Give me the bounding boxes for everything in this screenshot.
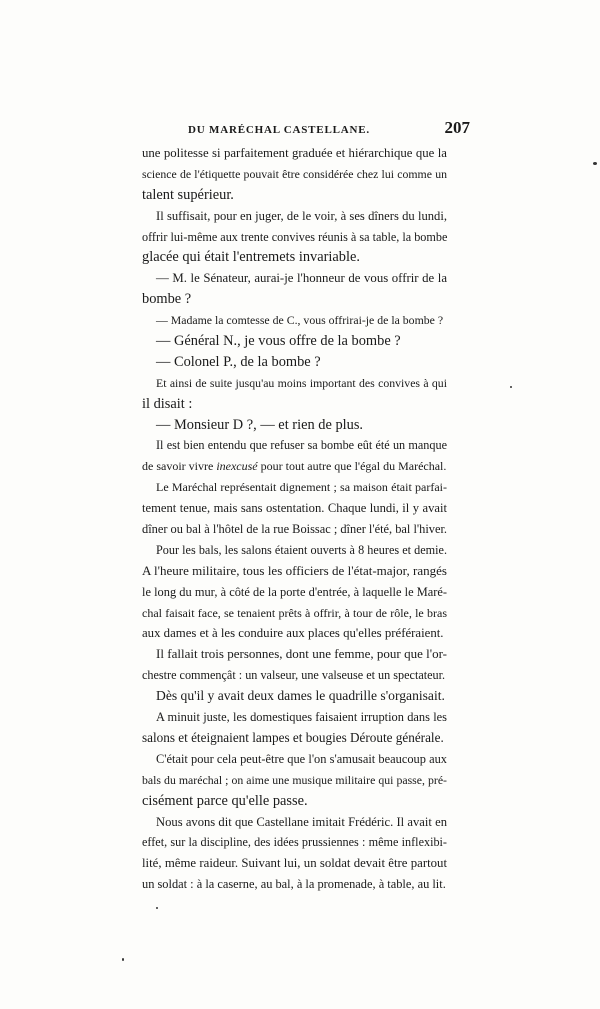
text-line: Il fallait trois personnes, dont une femme, pour que l'or- xyxy=(156,646,447,662)
text-line: lité, même raideur. Suivant lui, un soldat devait être partout xyxy=(142,856,447,871)
text-line: chal faisait face, se tenaient prêts à offrir, à tour de rôle, le bras xyxy=(142,605,447,620)
text-line: salons et éteignaient lampes et bougies Déroute générale. xyxy=(142,729,444,745)
text-line: aux dames et à les conduire aux places qu'elles préféraient. xyxy=(142,626,444,641)
text-line: talent supérieur. xyxy=(142,186,234,203)
page-number: 207 xyxy=(444,118,470,137)
page-speck xyxy=(122,958,124,961)
page-speck xyxy=(593,162,597,165)
text-line: tement tenue, mais sans ostentation. Chaque lundi, il y avait xyxy=(142,501,447,516)
text-line: — Monsieur D ?, — et rien de plus. xyxy=(156,416,364,433)
text-line: Dès qu'il y avait deux dames le quadrille s'organisait. xyxy=(156,688,445,704)
text-line: cisément parce qu'elle passe. xyxy=(142,792,308,809)
text-line: science de l'étiquette pouvait être considérée chez lui comme un xyxy=(142,166,447,181)
text-line: Il suffisait, pour en juger, de le voir, à ses dîners du lundi, xyxy=(156,208,447,223)
text-line: glacée qui était l'entremets invariable. xyxy=(142,249,360,266)
text-line: le long du mur, à côté de la porte d'entrée, à laquelle le Maré- xyxy=(142,584,447,599)
text-line xyxy=(142,456,447,477)
text-line: A minuit juste, les domestiques faisaient irruption dans les xyxy=(156,710,447,725)
text-line: — M. le Sénateur, aurai-je l'honneur de vous offrir de la xyxy=(156,271,447,286)
text-line: un soldat : à la caserne, au bal, à la promenade, à table, au lit. xyxy=(142,877,446,892)
text-line: C'était pour cela peut-être que l'on s'amusait beaucoup aux xyxy=(156,751,447,766)
text-line: Et ainsi de suite jusqu'au moins important des convives à qui xyxy=(156,375,447,390)
text-line: une politesse si parfaitement graduée et hiérarchique que la xyxy=(142,146,447,160)
page-speck xyxy=(156,907,158,909)
text-line: il disait : xyxy=(142,395,193,412)
text-run: pour tout autre que l'égal du Maréchal. xyxy=(257,459,447,474)
text-line: — Madame la comtesse de C., vous offrirai-je de la bombe ? xyxy=(156,313,444,328)
text-line: — Colonel P., de la bombe ? xyxy=(156,353,321,370)
text-line: dîner ou bal à l'hôtel de la rue Boissac ; dîner l'été, bal l'hiver. xyxy=(142,522,448,537)
text-line: effet, sur la discipline, des idées prussiennes : même inflexibi- xyxy=(142,835,447,850)
running-title: DU MARÉCHAL CASTELLANE. xyxy=(188,124,370,136)
text-line: Le Maréchal représentait dignement ; sa maison était parfai- xyxy=(156,480,447,495)
body-text xyxy=(142,143,447,895)
text-line: offrir lui-même aux trente convives réunis à sa table, la bombe xyxy=(142,229,448,244)
text-line: chestre commençât : un valseur, une valseuse et un spectateur. xyxy=(142,668,446,683)
text-line: A l'heure militaire, tous les officiers de l'état-major, rangés xyxy=(142,562,447,578)
italic-word: inexcusé xyxy=(216,459,258,474)
running-head xyxy=(180,118,470,142)
text-line: bombe ? xyxy=(142,291,192,308)
text-line: — Général N., je vous offre de la bombe ? xyxy=(156,333,401,350)
page-speck xyxy=(510,386,512,388)
text-line: Nous avons dit que Castellane imitait Frédéric. Il avait en xyxy=(156,814,447,829)
text-line: Pour les bals, les salons étaient ouverts à 8 heures et demie. xyxy=(156,542,447,557)
text-run: de savoir vivre xyxy=(142,459,217,474)
text-line: Il est bien entendu que refuser sa bombe eût été un manque xyxy=(156,438,447,453)
text-line: bals du maréchal ; on aime une musique militaire qui passe, pré- xyxy=(142,772,447,787)
